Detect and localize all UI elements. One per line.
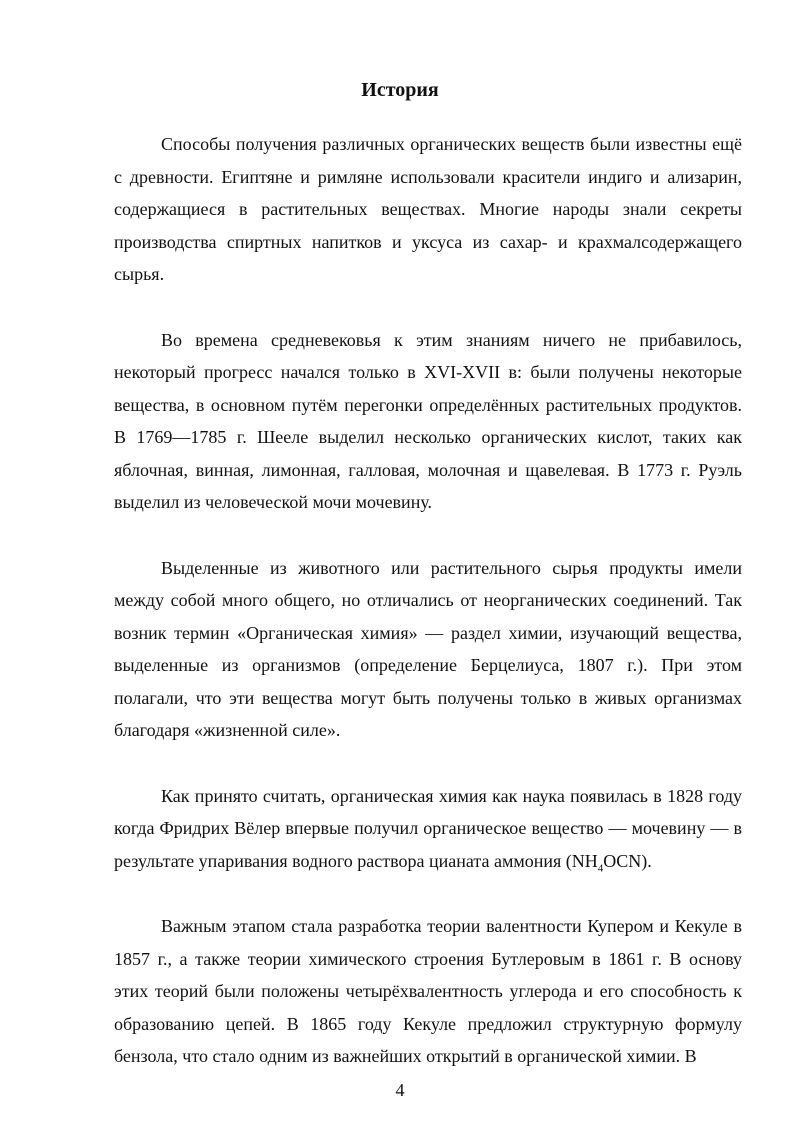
paragraph-organic-chemistry-term: Выделенные из животного или растительного сырья продукты имели между собой много общего, но отличались от неорганических соединений. Так возник термин «Органическая химия» — раздел химии, изучающий вещества, выделенные из организмов (определение Берцелиуса, 1807 г.). При этом полагали, что эти вещества могут быть получены только в живых организмах благодаря «жизненной силе».: [114, 557, 742, 740]
paragraph-middle-ages: Во времена средневековья к этим знаниям ничего не прибавилось, некоторый прогресс начался только в XVI-XVII в: были получены некоторые вещества, в основном путём перегонки определённых растительных продуктов. В 1769—1785 г. Шееле выделил несколько органических кислот, таких как яблочная, винная, лимонная, галловая, молочная и щавелевая. В 1773 г. Руэль выделил из человеческой мочи мочевину.: [114, 329, 742, 512]
formula-subscript: 4: [597, 862, 604, 875]
document-body: [114, 128, 742, 1106]
paragraph-ancient-methods: Способы получения различных органических веществ были известны ещё с древности. Египтяне и римляне использовали красители индиго и ализарин, содержащиеся в растительных веществах. Многие народы знали секреты производства спиртных напитков и уксуса из сахар- и крахмалсодержащего сырья.: [114, 134, 742, 284]
wohler-text: Как принято считать, органическая химия как наука появилась в 1828 году когда Фридрих Вёлер впервые получил органическое вещество — мочевину — в результате упаривания водного раствора цианата аммония (NH: [114, 785, 742, 871]
section-heading: История: [361, 79, 439, 101]
paragraph-wohler-synthesis: [114, 780, 742, 878]
wohler-text-end: OCN).: [603, 850, 652, 871]
page-number: 4: [395, 1080, 405, 1100]
paragraph-valence-theory: Важным этапом стала разработка теории валентности Купером и Кекуле в 1857 г., а также теории химического строения Бутлеровым в 1861 г. В основу этих теорий были положены четырёхвалентность углерода и его способность к образованию цепей. В 1865 году Кекуле предложил структурную формулу бензола, что стало одним из важнейших открытий в органической химии. В: [114, 916, 742, 1066]
